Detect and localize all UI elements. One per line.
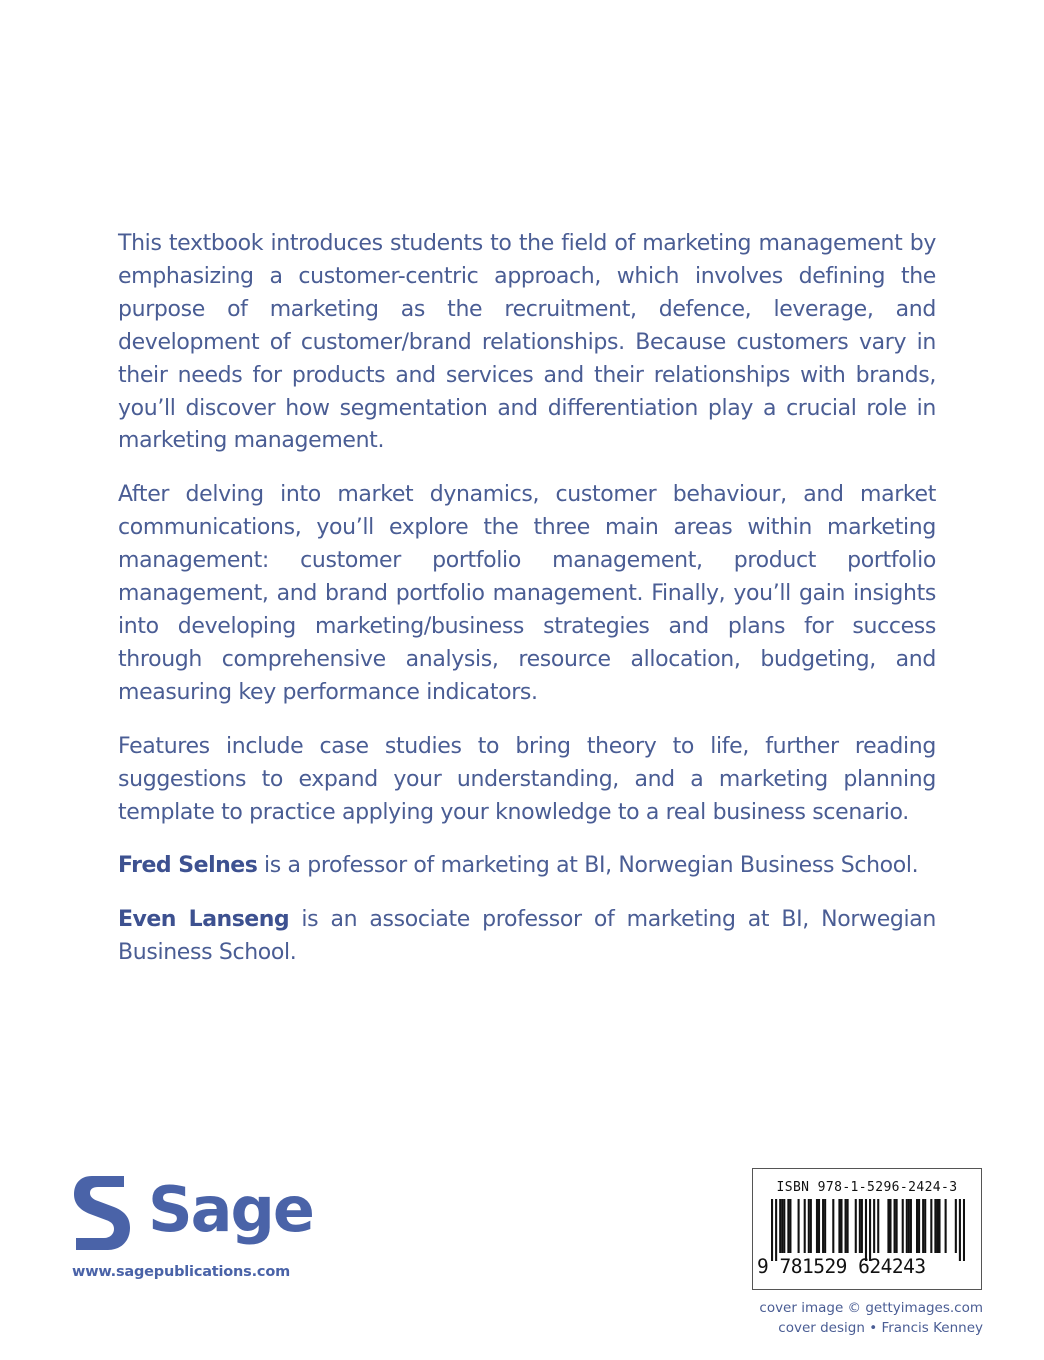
isbn-label: ISBN 978-1-5296-2424-3 [776,1180,958,1195]
barcode-bar [818,1199,820,1253]
barcode-bar [822,1199,824,1253]
barcode-bar [832,1199,834,1253]
barcode-bar [930,1199,932,1253]
barcode-bar [916,1199,918,1253]
barcode-bar [847,1199,849,1253]
barcode-bar [934,1199,936,1253]
author-name-1: Fred Selnes [118,853,258,879]
barcode-bar [787,1199,789,1253]
barcode-bar [845,1199,847,1253]
barcode-bar [918,1199,920,1253]
author-name-2: Even Lanseng [118,907,290,933]
author-bio-text-2: is an associate professor of marketing at BI, Norwegian Business School. [118,907,936,966]
barcode-bar [945,1199,947,1253]
isbn-barcode [752,1168,982,1290]
sage-wordmark: Sage [148,1173,313,1246]
barcode-bar [889,1199,891,1253]
cover-design-credit: cover design • Francis Kenney [778,1320,983,1336]
barcode-bar [861,1199,863,1253]
barcode-bar [938,1199,940,1253]
barcode-bar [924,1199,926,1253]
barcode-bar [908,1199,910,1253]
blurb-paragraph-3: Features include case studies to bring theory to life, further reading suggestions to expand your understanding, and a marketing planning template to practice applying your knowledge to a real business scenario. [118,733,936,825]
barcode-bar [816,1199,818,1253]
barcode-bar [771,1199,773,1261]
publisher-website[interactable]: www.sagepublications.com [72,1264,290,1280]
barcode-bar [894,1199,896,1253]
back-cover-blurb [118,228,936,991]
barcode-bar [859,1199,861,1253]
barcode-bar [963,1199,965,1261]
barcode-bar [955,1199,957,1253]
barcode-bar [902,1199,904,1253]
author-bio-text-1: is a professor of marketing at BI, Norwegian Business School. [257,853,919,879]
barcode-bar [798,1199,800,1253]
barcode-bar [959,1199,961,1261]
barcode-bar [779,1199,781,1253]
barcode-bar [808,1199,810,1253]
blurb-paragraph-2: After delving into market dynamics, customer behaviour, and market communications, you’ll explore the three main areas within marketing management: customer portfolio management, product portfolio management, and brand portfolio management. Finally, you’ll gain insights into developing marketing/business strategies and plans for success through comprehensive analysis, resource allocation, budgeting, and measuring key performance indicators. [118,482,936,705]
barcode-bar [869,1199,871,1261]
author-bio-1 [118,850,936,883]
barcode-bar [887,1199,889,1253]
barcode-bar [936,1199,938,1253]
barcode-bar [810,1199,812,1253]
barcode-bar [855,1199,857,1253]
cover-credits [759,1298,983,1338]
barcode-bar [896,1199,898,1253]
barcode-bar [873,1199,875,1253]
barcode-bar [838,1199,840,1253]
barcode-bar [775,1199,777,1261]
sage-s-mark-icon [72,1172,132,1252]
blurb-paragraph-1: This textbook introduces students to the field of marketing management by emphasizing a customer-centric approach, which involves defining the purpose of marketing as the recruitment, defence, leverage, and development of customer/brand relationships. Because customers vary in their needs for products and services and their relationships with brands, you’ll discover how segmentation and differentiation play a crucial role in marketing management. [118,231,936,454]
barcode-bar [910,1199,912,1253]
barcode-bar [906,1199,908,1253]
barcode-bar [922,1199,924,1253]
barcode-bar [824,1199,826,1253]
barcode-bar [804,1199,806,1253]
barcode-bar [877,1199,879,1253]
cover-image-credit: cover image © gettyimages.com [759,1300,983,1316]
barcode-digits: 9 781529 624243 [757,1255,926,1278]
author-bio-2 [118,904,936,970]
barcode-bar [865,1199,867,1261]
barcode-bar [840,1199,842,1253]
barcode-bar [789,1199,791,1253]
barcode-bars-icon [771,1199,965,1261]
barcode-bar [783,1199,785,1253]
barcode-bar [781,1199,783,1253]
